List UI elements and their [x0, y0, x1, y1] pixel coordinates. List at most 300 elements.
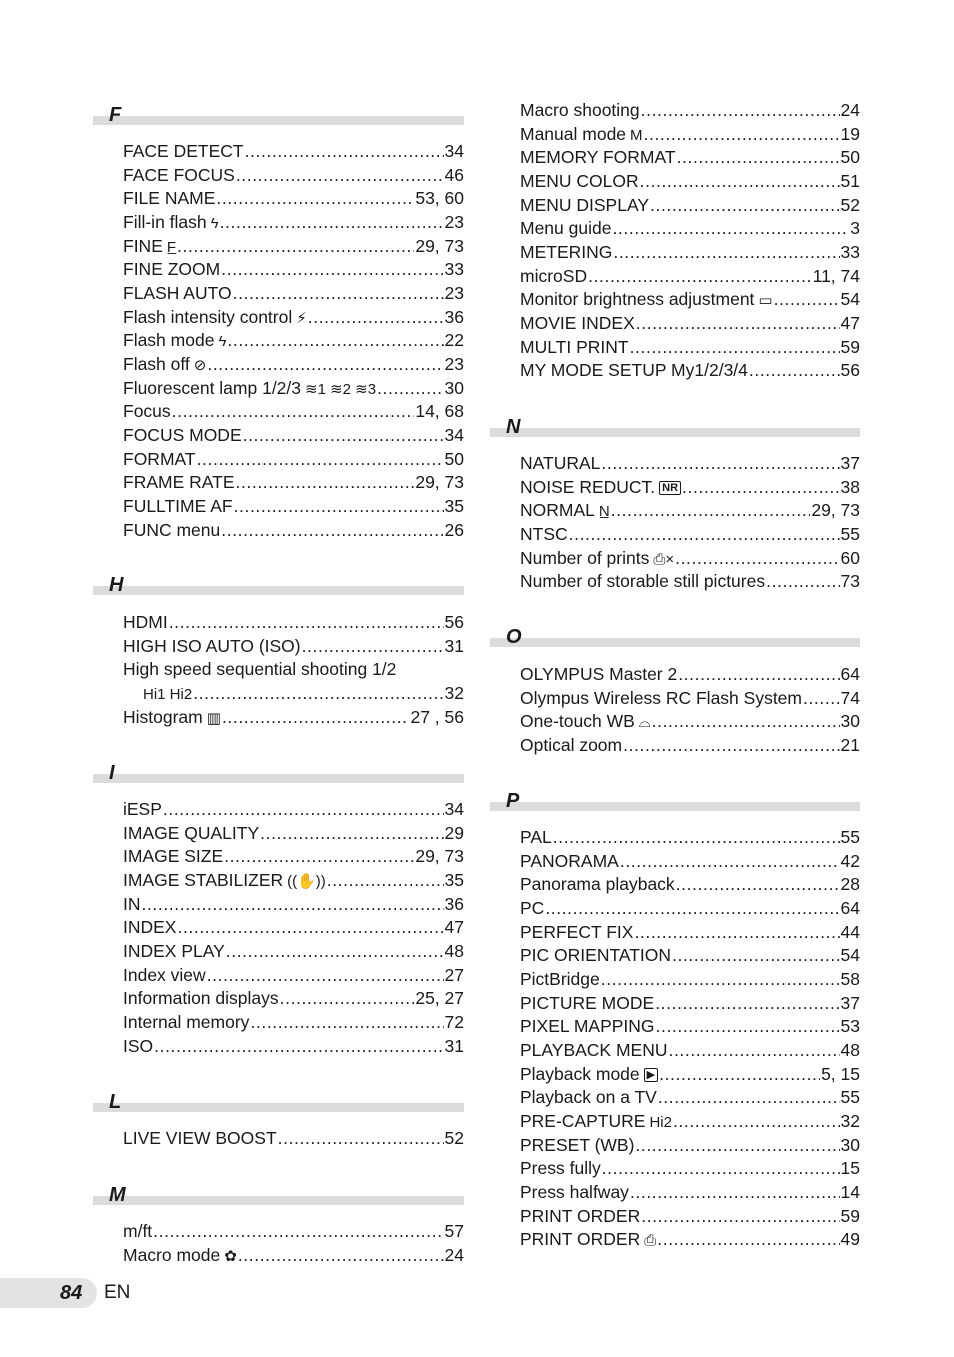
index-entry [123, 258, 464, 282]
index-entry [520, 1039, 860, 1063]
index-entry [520, 968, 860, 992]
entry-term [520, 921, 633, 945]
entry-symbol-icon: ((✋)) [287, 872, 326, 890]
entry-page-ref: 14, 68 [415, 401, 464, 422]
dot-leader [602, 1157, 840, 1181]
entry-page-ref: 59 [840, 1205, 860, 1226]
entry-term-text: MOVIE INDEX [520, 312, 635, 333]
entry-term-text: Panorama playback [520, 874, 675, 895]
entry-term [123, 987, 279, 1011]
entry-term [520, 710, 651, 735]
dot-leader [677, 146, 840, 170]
entry-term [123, 258, 220, 282]
entry-term-text: INDEX PLAY [123, 940, 225, 961]
entry-term-text: Number of prints [520, 547, 650, 568]
entry-page-ref: 72 [444, 1011, 464, 1032]
entry-term-text: Histogram [123, 706, 203, 727]
entry-page-ref: 55 [840, 523, 860, 544]
entry-term [520, 547, 674, 572]
dot-leader [652, 710, 840, 734]
entry-page-ref: 48 [840, 1039, 860, 1060]
index-entry [123, 400, 464, 424]
dot-leader [657, 1228, 839, 1252]
index-entry [123, 1035, 464, 1059]
section-letter: N [506, 416, 521, 438]
index-entry [123, 1220, 464, 1244]
entry-term-text: PictBridge [520, 968, 600, 989]
entry-page-ref: 59 [840, 336, 860, 357]
entry-symbol-icon: ⌓ [638, 714, 651, 732]
entry-page-ref: 36 [444, 306, 464, 327]
entry-symbol-icon: ⎙× [653, 550, 675, 568]
entry-term-text: PIC ORIENTATION [520, 945, 672, 966]
dot-leader [177, 916, 443, 940]
entry-page-ref: 58 [840, 968, 860, 989]
entry-page-ref: 34 [444, 424, 464, 445]
entry-term [520, 1134, 634, 1158]
entry-page-ref: 55 [840, 827, 860, 847]
entry-term [123, 1011, 249, 1035]
index-entry [520, 826, 860, 850]
entry-page-ref: 22 [444, 330, 464, 351]
section-rule [93, 1103, 464, 1112]
entry-term-text: Macro shooting [520, 100, 640, 120]
entry-term [123, 706, 221, 731]
index-entry [123, 658, 464, 682]
entry-term [123, 798, 162, 822]
entry-term-text: FUNC menu [123, 519, 221, 540]
entry-term [520, 476, 681, 500]
entry-term [520, 523, 568, 547]
entry-page-ref: 48 [444, 940, 464, 961]
dot-leader [302, 635, 444, 659]
entry-page-ref: 27 , 56 [410, 706, 464, 727]
page-number-tab [0, 1278, 97, 1308]
dot-leader [641, 99, 840, 123]
dot-leader [623, 734, 839, 758]
index-entry [123, 635, 464, 659]
section-header-l [93, 1082, 464, 1112]
entry-page-ref: 36 [444, 893, 464, 914]
dot-leader [233, 282, 444, 306]
entry-symbol-icon: M [630, 126, 643, 144]
entry-page-ref: 33 [840, 241, 860, 262]
dot-leader [278, 1127, 444, 1151]
section-letter: I [109, 762, 115, 784]
entry-term [520, 194, 649, 218]
index-entry-list [520, 663, 860, 758]
entry-page-ref: 53 [840, 1016, 860, 1037]
entry-page-ref: 32 [840, 1110, 860, 1131]
index-entry [123, 682, 464, 706]
entry-page-ref: 24 [444, 1244, 464, 1265]
dot-leader [545, 897, 839, 921]
entry-term-text: Index view [123, 964, 206, 985]
dot-leader [612, 217, 849, 241]
entry-page-ref: 5, 15 [821, 1063, 860, 1084]
entry-term [123, 306, 307, 331]
entry-term [123, 845, 223, 869]
entry-page-ref: 64 [840, 897, 860, 918]
section-rule [93, 116, 464, 125]
dot-leader [636, 312, 840, 336]
entry-page-ref: 42 [840, 850, 860, 871]
entry-term [520, 170, 639, 194]
entry-page-ref: 49 [840, 1229, 860, 1250]
entry-page-ref: 15 [840, 1158, 860, 1179]
index-entry [123, 471, 464, 495]
dot-leader [569, 523, 840, 547]
entry-term-text: METERING [520, 241, 613, 262]
entry-term-text: Press fully [520, 1158, 601, 1179]
entry-page-ref: 32 [444, 682, 464, 703]
entry-page-ref: 24 [840, 100, 860, 120]
entry-term-text: IMAGE STABILIZER [123, 869, 284, 890]
entry-page-ref: 28 [840, 874, 860, 895]
entry-term [520, 452, 600, 476]
entry-term [520, 992, 654, 1016]
entry-term [123, 658, 396, 682]
entry-page-ref: 37 [840, 453, 860, 473]
entry-term-text: FOCUS MODE [123, 424, 242, 445]
section-letter: O [506, 626, 522, 648]
dot-leader [238, 1244, 444, 1268]
entry-page-ref: 50 [840, 147, 860, 168]
entry-page-ref: 29, 73 [415, 472, 464, 493]
index-entry [520, 547, 860, 571]
dot-leader [220, 211, 444, 235]
index-entry [123, 964, 464, 988]
entry-term-text: PERFECT FIX [520, 921, 634, 942]
index-entry [123, 893, 464, 917]
index-entry [123, 353, 464, 377]
entry-term-text: iESP [123, 799, 162, 819]
entry-term-text: PRINT ORDER [520, 1205, 641, 1226]
entry-term [520, 1205, 640, 1229]
dot-leader [634, 921, 839, 945]
entry-page-ref: 35 [444, 869, 464, 890]
index-entry [520, 217, 860, 241]
entry-page-ref: 31 [444, 1035, 464, 1056]
index-entry [123, 448, 464, 472]
entry-page-ref: 35 [444, 495, 464, 516]
entry-term-text: IMAGE SIZE [123, 846, 224, 867]
entry-term [520, 850, 619, 874]
section-rule [93, 774, 464, 783]
dot-leader [172, 400, 415, 424]
dot-leader [153, 1220, 443, 1244]
language-label: EN [104, 1282, 131, 1303]
dot-leader [641, 1205, 839, 1229]
entry-page-ref: 56 [444, 612, 464, 632]
entry-symbol-icon: ▥ [206, 709, 221, 727]
entry-page-ref: 52 [444, 1128, 464, 1148]
entry-term [123, 211, 219, 236]
entry-term [123, 869, 326, 894]
section-header-n [490, 407, 860, 437]
entry-term [123, 519, 220, 543]
entry-page-ref: 47 [840, 312, 860, 333]
entry-term-text: Playback on a TV [520, 1087, 657, 1108]
index-entry [520, 476, 860, 500]
entry-page-ref: 14 [840, 1181, 860, 1202]
index-entry [520, 123, 860, 147]
dot-leader [613, 241, 839, 265]
dot-leader [227, 329, 443, 353]
entry-symbol-icon: ⊘ [193, 356, 207, 374]
dot-leader [245, 140, 444, 164]
index-entry-list [123, 140, 464, 542]
dot-leader [207, 353, 443, 377]
entry-term-text: FORMAT [123, 448, 196, 469]
entry-term [123, 400, 171, 424]
dot-leader [142, 893, 444, 917]
section-header-p [490, 781, 860, 811]
page-number: 84 [60, 1282, 83, 1304]
entry-term [520, 826, 552, 850]
index-entry [520, 170, 860, 194]
entry-page-ref: 29, 73 [415, 235, 464, 256]
entry-term [123, 448, 196, 472]
entry-term-text: PRINT ORDER [520, 1229, 641, 1250]
index-entry [123, 306, 464, 330]
index-entry [123, 1127, 464, 1151]
dot-leader [177, 235, 414, 259]
entry-page-ref: 29 [444, 822, 464, 843]
index-entry [520, 194, 860, 218]
entry-term [123, 916, 176, 940]
entry-term [123, 940, 225, 964]
dot-leader [207, 964, 444, 988]
index-entry [520, 1181, 860, 1205]
entry-symbol-icon: ϟ [218, 333, 227, 351]
entry-term-text: IN [123, 893, 141, 914]
section-header-h [93, 565, 464, 595]
dot-leader [169, 611, 444, 635]
dot-leader [656, 1015, 840, 1039]
entry-term-text: FRAME RATE [123, 472, 235, 493]
entry-term-text: Number of storable still pictures [520, 571, 766, 592]
index-entry [123, 329, 464, 353]
entry-page-ref: 31 [444, 635, 464, 656]
entry-term-text: FINE [123, 235, 163, 256]
entry-term [520, 499, 610, 524]
entry-term-text: Manual mode [520, 123, 627, 144]
index-entry [520, 1086, 860, 1110]
entry-page-ref: 50 [444, 448, 464, 469]
index-entry [520, 687, 860, 711]
entry-term-text: PAL [520, 827, 552, 847]
entry-term [520, 1228, 656, 1253]
entry-page-ref: 30 [840, 1134, 860, 1155]
index-entry [520, 570, 860, 594]
entry-term-text: FLASH AUTO [123, 282, 232, 303]
entry-page-ref: 19 [840, 123, 860, 144]
section-header-f [93, 95, 464, 125]
entry-term [520, 312, 635, 336]
entry-term-text: HDMI [123, 612, 168, 632]
entry-term-text: Press halfway [520, 1181, 629, 1202]
index-entry [123, 940, 464, 964]
entry-term-text: PRESET (WB) [520, 1134, 635, 1155]
entry-term-text: ISO [123, 1035, 154, 1056]
entry-term-text: Monitor brightness adjustment [520, 289, 755, 310]
entry-term [123, 1127, 277, 1151]
entry-term-text: Playback mode [520, 1063, 640, 1084]
index-entry [520, 1134, 860, 1158]
section-rule [490, 428, 860, 437]
entry-symbol-icon: ▭ [758, 292, 773, 310]
index-entry-list [123, 611, 464, 729]
index-entry-list [520, 452, 860, 594]
entry-term-text: MY MODE SETUP My1/2/3/4 [520, 360, 748, 381]
dot-leader [221, 258, 443, 282]
entry-term-text: Internal memory [123, 1011, 250, 1032]
entry-term-text: Focus [123, 401, 171, 422]
entry-page-ref: 30 [840, 711, 860, 732]
entry-term [520, 873, 675, 897]
entry-page-ref: 21 [840, 734, 860, 755]
entry-term [123, 187, 215, 211]
index-entry [123, 140, 464, 164]
entry-term [520, 241, 612, 265]
entry-term [520, 1039, 668, 1063]
index-entry [520, 1015, 860, 1039]
entry-term-text: NTSC [520, 523, 568, 544]
index-entry-list [520, 826, 860, 1252]
entry-term-text: MEMORY FORMAT [520, 147, 676, 168]
dot-leader [659, 1063, 820, 1087]
dot-leader [243, 424, 444, 448]
section-rule [490, 638, 860, 647]
index-entry [520, 499, 860, 523]
entry-term [123, 1244, 237, 1269]
entry-term [123, 822, 259, 846]
entry-page-ref: 56 [840, 360, 860, 381]
entry-term-text: FULLTIME AF [123, 495, 233, 516]
entry-page-ref: 74 [840, 687, 860, 708]
section-rule [93, 1196, 464, 1205]
index-entry [520, 873, 860, 897]
index-entry [520, 850, 860, 874]
entry-term-text: FILE NAME [123, 188, 216, 209]
entry-term-text: High speed sequential shooting 1/2 [123, 659, 397, 680]
dot-leader [601, 452, 839, 476]
dot-leader [672, 944, 840, 968]
dot-leader [224, 845, 414, 869]
dot-leader [658, 1086, 840, 1110]
entry-symbol-icon: NR [659, 481, 681, 495]
entry-term-text: FACE DETECT [123, 141, 244, 161]
dot-leader [280, 987, 415, 1011]
entry-page-ref: 53, 60 [415, 188, 464, 209]
section-header-m [93, 1175, 464, 1205]
entry-term-text: Fluorescent lamp 1/2/3 [123, 377, 302, 398]
entry-term-text: MENU COLOR [520, 170, 639, 191]
entry-term-text: PANORAMA [520, 850, 619, 871]
index-entry [520, 1205, 860, 1229]
dot-leader [236, 471, 415, 495]
entry-term-text: Macro mode [123, 1244, 221, 1265]
entry-term [123, 893, 141, 917]
entry-term [123, 471, 235, 495]
entry-page-ref: 47 [444, 917, 464, 938]
entry-term [123, 1220, 152, 1244]
entry-term-text: PRE-CAPTURE [520, 1110, 646, 1131]
entry-term-text: One-touch WB [520, 711, 635, 732]
section-letter: P [506, 790, 520, 812]
entry-term-text: Flash mode [123, 330, 215, 351]
dot-leader [163, 798, 444, 822]
entry-term [520, 1015, 655, 1039]
section-letter: F [109, 104, 122, 126]
entry-page-ref: 29, 73 [415, 846, 464, 867]
entry-page-ref: 11, 74 [812, 265, 860, 286]
entry-term-text: HIGH ISO AUTO (ISO) [123, 635, 301, 656]
entry-term-text: INDEX [123, 917, 177, 938]
section-header-i [93, 753, 464, 783]
entry-term-text: microSD [520, 265, 588, 286]
entry-term [123, 377, 376, 402]
entry-term [123, 353, 206, 378]
entry-term [123, 235, 176, 260]
index-entry [123, 187, 464, 211]
entry-term-text: MULTI PRINT [520, 336, 629, 357]
entry-page-ref: 23 [444, 282, 464, 303]
entry-term [520, 265, 587, 289]
entry-term-text: Flash intensity control [123, 306, 293, 327]
dot-leader [601, 968, 840, 992]
entry-term [520, 663, 677, 687]
dot-leader [553, 826, 840, 850]
dot-leader [774, 288, 840, 312]
entry-term [520, 944, 671, 968]
entry-page-ref: 23 [444, 211, 464, 232]
index-entry [123, 164, 464, 188]
entry-page-ref: 37 [840, 992, 860, 1013]
dot-leader [669, 1039, 840, 1063]
dot-leader [673, 1110, 840, 1134]
index-entry-list [520, 99, 860, 383]
dot-leader [675, 547, 839, 571]
index-entry [520, 1063, 860, 1087]
section-rule [93, 586, 464, 595]
dot-leader [221, 519, 443, 543]
dot-leader [234, 495, 444, 519]
index-entry [520, 1228, 860, 1252]
dot-leader [250, 1011, 443, 1035]
entry-page-ref: 55 [840, 1087, 860, 1108]
index-entry [520, 1110, 860, 1134]
entry-page-ref: 3 [850, 218, 860, 239]
dot-leader [588, 265, 812, 289]
dot-leader [236, 164, 444, 188]
dot-leader [222, 706, 410, 730]
index-entry [123, 377, 464, 401]
entry-term [520, 687, 802, 711]
entry-term [520, 897, 544, 921]
dot-leader [611, 499, 811, 523]
entry-page-ref: 46 [444, 164, 464, 185]
index-entry [520, 921, 860, 945]
index-entry [520, 359, 860, 383]
index-entry [520, 734, 860, 758]
index-entry [520, 944, 860, 968]
section-letter: L [109, 1091, 122, 1113]
entry-page-ref: 54 [840, 289, 860, 310]
index-entry [123, 822, 464, 846]
entry-page-ref: 44 [840, 921, 860, 942]
